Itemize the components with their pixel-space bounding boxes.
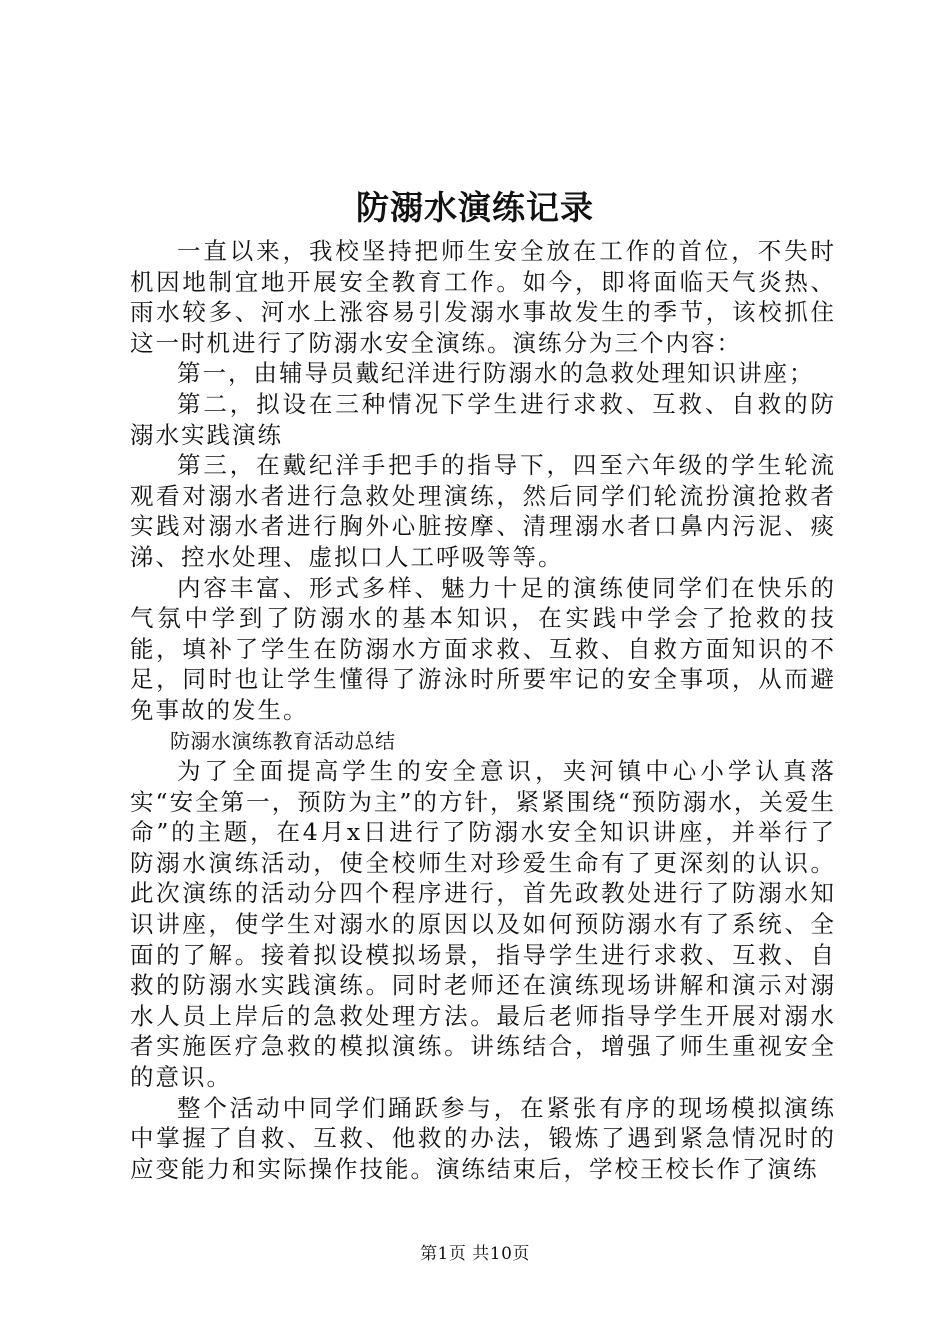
paragraph-item-two: 第二，拟设在三种情况下学生进行求救、互救、自救的防溺水实践演练 xyxy=(130,389,836,449)
paragraph-conclusion: 整个活动中同学们踊跃参与，在紧张有序的现场模拟演练中掌握了自救、互救、他救的办法，锻炼了遇到紧急情况时的应变能力和实际操作技能。演练结束后，学校王校长作了演练 xyxy=(130,1093,836,1183)
section-heading: 防溺水演练教育活动总结 xyxy=(170,728,396,753)
paragraph-activity: 为了全面提高学生的安全意识，夹河镇中心小学认真落实“安全第一，预防为主”的方针，紧紧围绕“预防溺水，关爱生命”的主题，在4月x日进行了防溺水安全知识讲座，并举行了防溺水演练活动，使全校师生对珍爱生命有了更深刻的认识。此次演练的活动分四个程序进行，首先政教处进行了防溺水知识讲座，使学生对溺水的原因以及如何预防溺水有了系统、全面的了解。接着拟设模拟场景，指导学生进行求救、互救、自救的防溺水实践演练。同时老师还在演练现场讲解和演示对溺水人员上岸后的急救处理方法。最后老师指导学生开展对溺水者实施医疗急救的模拟演练。讲练结合，增强了师生重视安全的意识。 xyxy=(130,757,836,1092)
paragraph-intro: 一直以来，我校坚持把师生安全放在工作的首位，不失时机因地制宜地开展安全教育工作。如今，即将面临天气炎热、雨水较多、河水上涨容易引发溺水事故发生的季节，该校抓住这一时机进行了防溺水安全演练。演练分为三个内容： xyxy=(130,237,836,357)
document-body xyxy=(130,236,836,1184)
paragraph-summary: 内容丰富、形式多样、魅力十足的演练使同学们在快乐的气氛中学到了防溺水的基本知识，在实践中学会了抢救的技能，填补了学生在防溺水方面求救、互救、自救方面知识的不足，同时也让学生懂得了游泳时所要牢记的安全事项，从而避免事故的发生。 xyxy=(130,573,836,724)
paragraph-item-one: 第一，由辅导员戴纪洋进行防溺水的急救处理知识讲座； xyxy=(177,359,815,388)
page-number: 第1页 共10页 xyxy=(420,1244,530,1264)
paragraph-item-three: 第三，在戴纪洋手把手的指导下，四至六年级的学生轮流观看对溺水者进行急救处理演练，然后同学们轮流扮演抢救者实践对溺水者进行胸外心脏按摩、清理溺水者口鼻内污泥、痰涕、控水处理、虚拟口人工呼吸等等。 xyxy=(130,451,836,571)
document-title: 防溺水演练记录 xyxy=(356,188,594,227)
